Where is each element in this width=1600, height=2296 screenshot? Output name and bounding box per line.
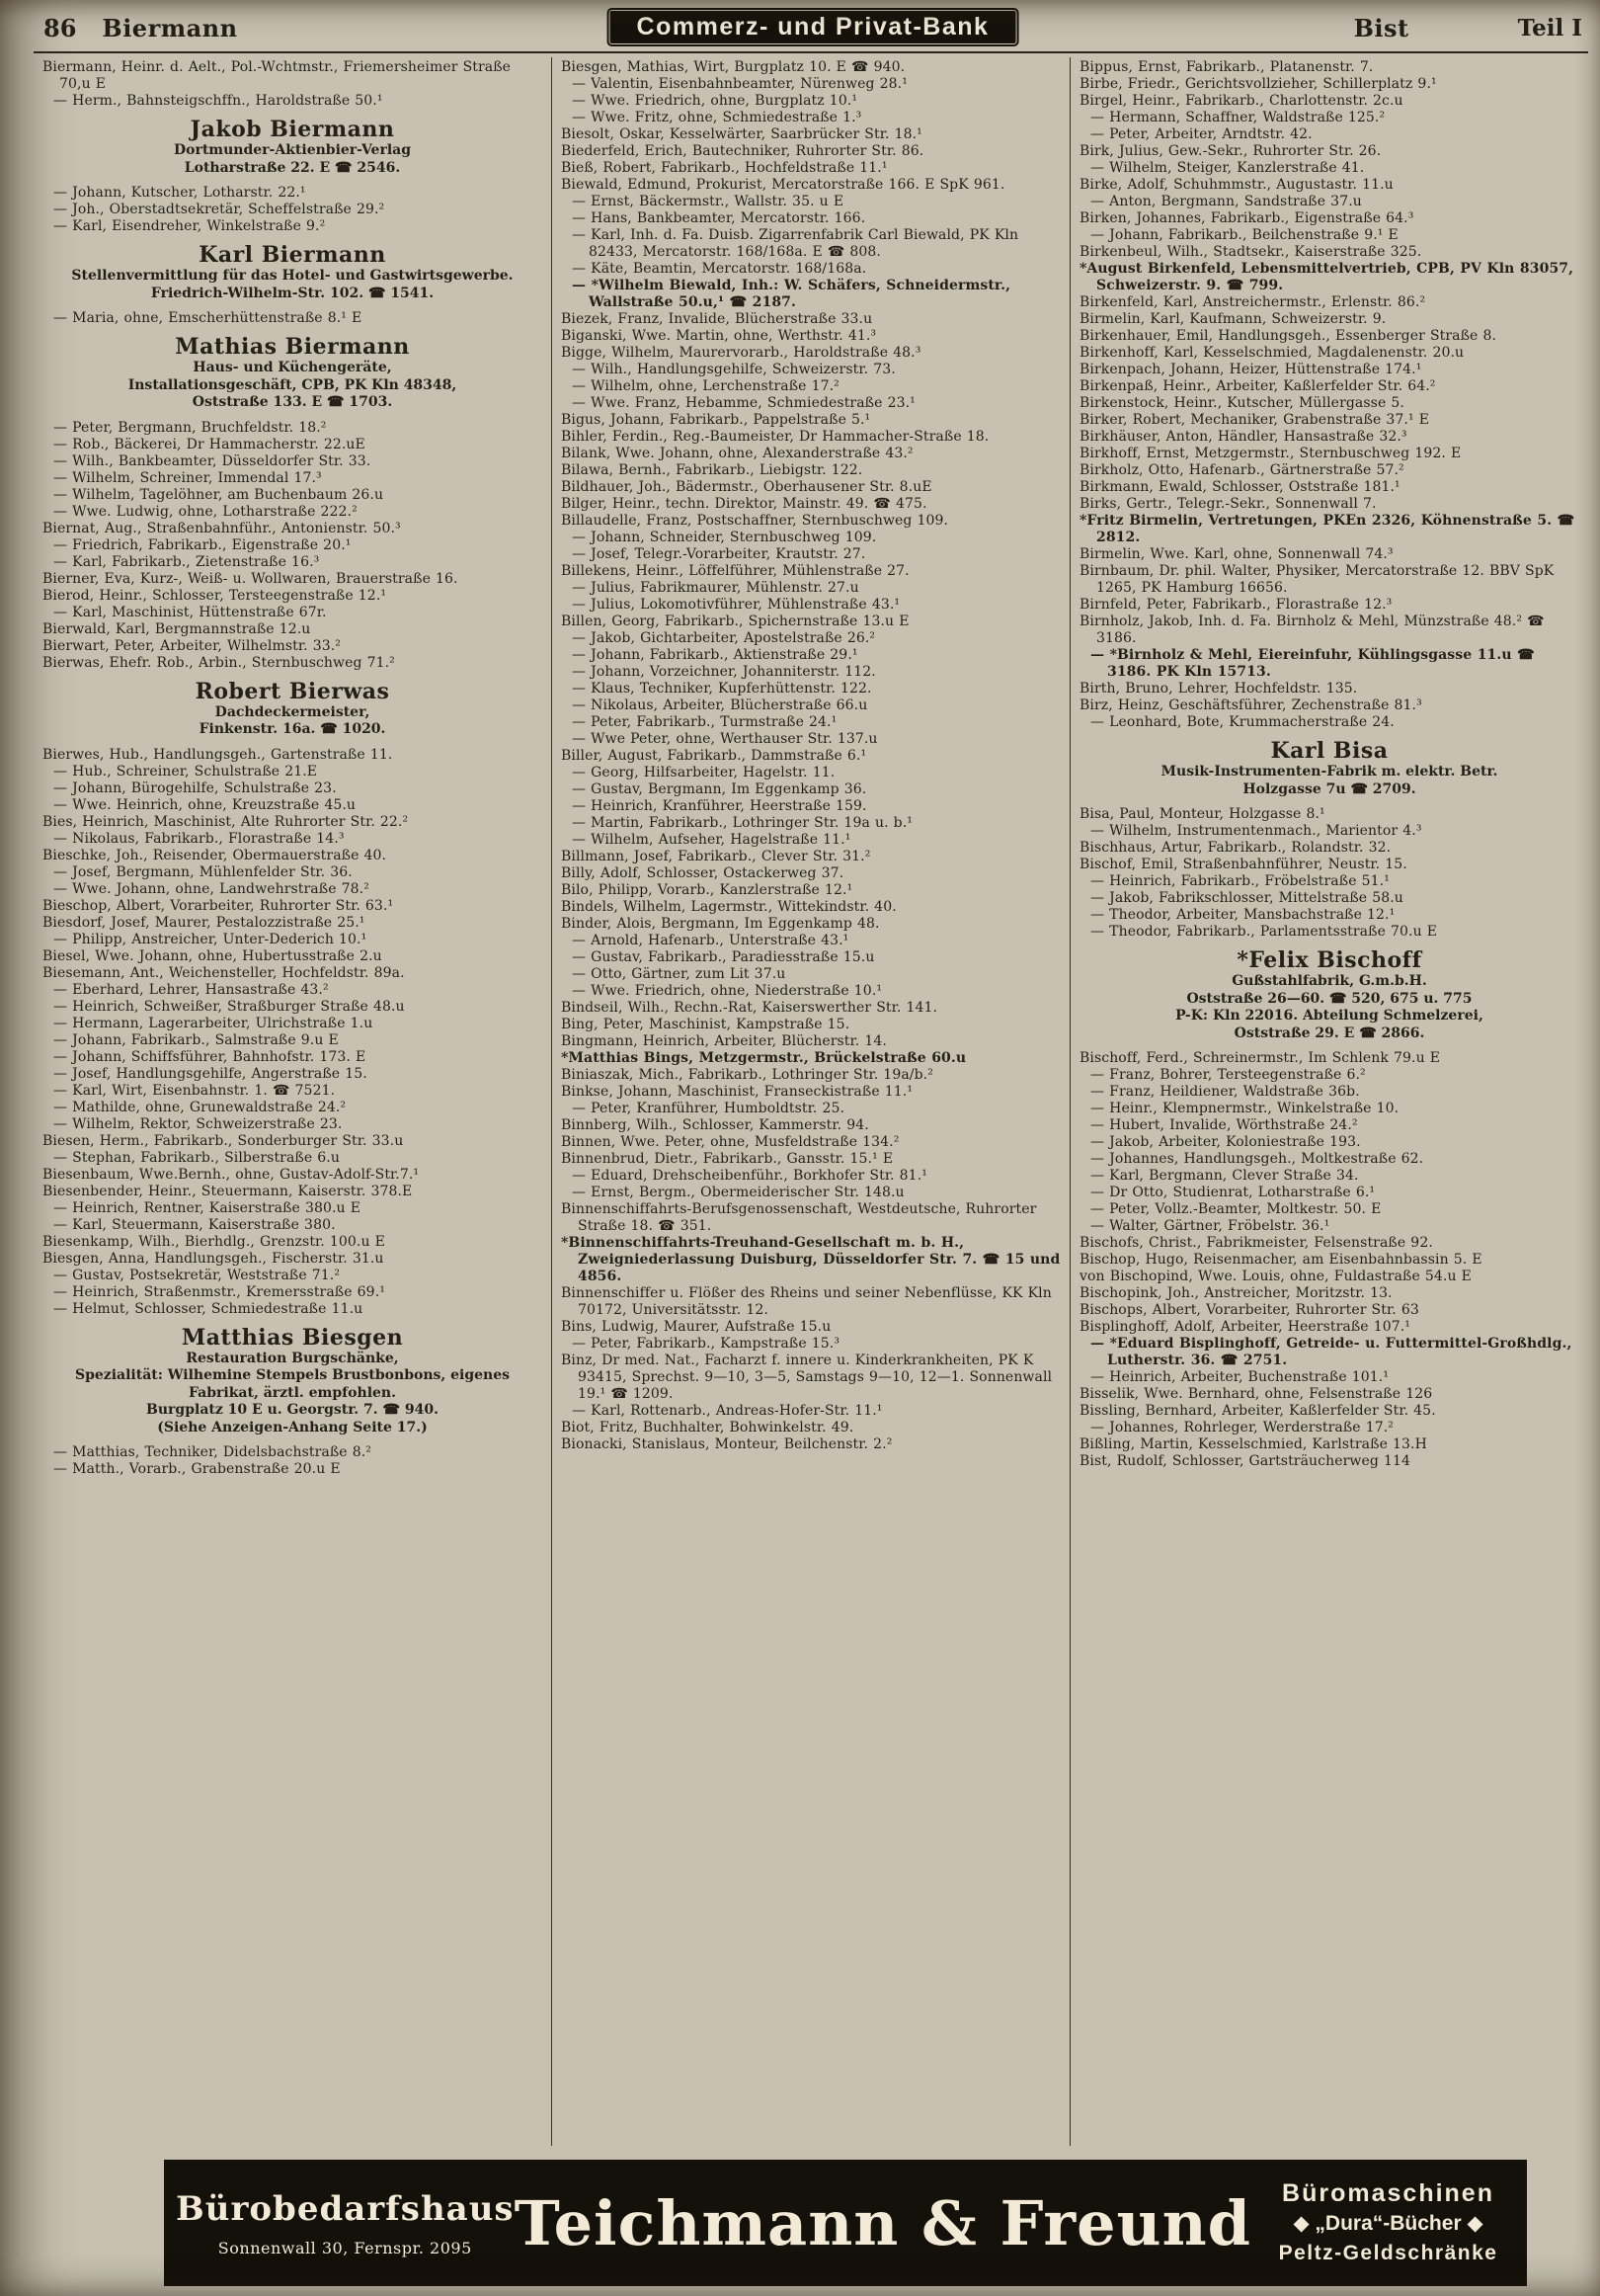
directory-entry: Birk, Julius, Gew.-Sekr., Ruhrorter Str. 26. — [1080, 143, 1382, 159]
directory-entry: Biesgen, Anna, Handlungsgeh., Fischerstr. 31.u — [42, 1250, 384, 1267]
ad-line: Oststraße 26—60. ☎ 520, 675 u. 775 — [1186, 990, 1473, 1007]
directory-entry: — Johannes, Handlungsgeh., Moltkestraße 62. — [1090, 1151, 1424, 1167]
ad-title: Karl Bisa — [1270, 738, 1389, 764]
directory-display-ad — [1081, 738, 1577, 798]
page-number: 86 — [43, 13, 77, 42]
directory-entry: Binz, Dr med. Nat., Facharzt f. innere u. Kinderkrankheiten, PK K 93415, Sprechst. 9—10, 3—5, Samstags 9—10, 12—1. Sonnenwall 19.¹ ☎ 1209. — [561, 1353, 1053, 1402]
directory-entry: Binkse, Johann, Maschinist, Franseckistraße 11.¹ — [561, 1084, 914, 1100]
directory-entry: *Fritz Birmelin, Vertretungen, PKEn 2326, Köhnenstraße 5. ☎ 2812. — [1080, 513, 1575, 545]
directory-entry: Billmann, Josef, Fabrikarb., Clever Str. 31.² — [561, 849, 871, 864]
ad-line: Burgplatz 10 E u. Georgstr. 7. ☎ 940. — [146, 1402, 439, 1418]
directory-entry: — Valentin, Eisenbahnbeamter, Nürenweg 28.¹ — [572, 76, 908, 92]
directory-display-ad — [44, 1325, 540, 1437]
directory-entry: — Eberhard, Lehrer, Hansastraße 43.² — [53, 981, 329, 998]
directory-entry: — Hans, Bankbeamter, Mercatorstr. 166. — [572, 210, 866, 226]
directory-entry: Bing, Peter, Maschinist, Kampstraße 15. — [561, 1017, 850, 1032]
footer-advert-right — [1251, 2177, 1525, 2268]
directory-entry: von Bischopind, Wwe. Louis, ohne, Fuldastraße 54.u E — [1080, 1269, 1472, 1284]
directory-entry: Birbe, Friedr., Gerichtsvollzieher, Schillerplatz 9.¹ — [1080, 76, 1437, 92]
ad-line: Stellenvermittlung für das Hotel- und Gastwirtsgewerbe. — [71, 268, 514, 284]
footer-advert-company-name: Teichmann & Freund — [514, 2186, 1252, 2259]
directory-entry: Bies, Heinrich, Maschinist, Alte Ruhrorter Str. 22.² — [42, 813, 409, 830]
directory-entry: Bischop, Hugo, Reisenmacher, am Eisenbahnbassin 5. E — [1080, 1252, 1482, 1268]
directory-entry: Bierwald, Karl, Bergmannstraße 12.u — [42, 620, 311, 637]
directory-entry: Bisa, Paul, Monteur, Holzgasse 8.¹ — [1080, 806, 1325, 822]
directory-entry: Birkenpaß, Heinr., Arbeiter, Kaßlerfelder Str. 64.² — [1080, 378, 1436, 394]
directory-entry: — Hubert, Invalide, Wörthstraße 24.² — [1090, 1117, 1358, 1133]
ad-line: Dortmunder-Aktienbier-Verlag — [173, 142, 412, 158]
directory-entry: — Johann, Bürogehilfe, Schulstraße 23. — [53, 779, 337, 796]
directory-entry: — Wilhelm, Steiger, Kanzlerstraße 41. — [1090, 160, 1365, 176]
directory-entry: — Stephan, Fabrikarb., Silberstraße 6.u — [53, 1149, 340, 1166]
directory-entry: — Franz, Bohrer, Tersteegenstraße 6.² — [1090, 1067, 1366, 1083]
directory-entry: Bieschke, Joh., Reisender, Obermauerstraße 40. — [42, 847, 387, 863]
ad-line: Lotharstraße 22. E ☎ 2546. — [184, 159, 401, 176]
directory-entry: Bingmann, Heinrich, Arbeiter, Blücherstr. 14. — [561, 1033, 887, 1049]
directory-entry: Birkhäuser, Anton, Händler, Hansastraße 32.³ — [1080, 429, 1407, 445]
directory-entry: — Wwe. Franz, Hebamme, Schmiedestraße 23.¹ — [572, 395, 916, 411]
directory-entry: — Peter, Fabrikarb., Turmstraße 24.¹ — [572, 714, 838, 730]
directory-entry: — Wilhelm, ohne, Lerchenstraße 17.² — [572, 378, 840, 394]
directory-entry: Binnenschiffer u. Flößer des Rheins und seiner Nebenflüsse, KK Kln 70172, Universitätsstr. 12. — [561, 1285, 1052, 1318]
directory-entry: — Käte, Beamtin, Mercatorstr. 168/168a. — [572, 261, 867, 277]
part-label: Teil I — [1517, 14, 1582, 41]
directory-entry: — Hermann, Schaffner, Waldstraße 125.² — [1090, 110, 1386, 125]
directory-display-ad — [44, 242, 540, 302]
directory-entry: — *Wilhelm Biewald, Inh.: W. Schäfers, Schneidermstr., Wallstraße 50.u,¹ ☎ 2187. — [572, 278, 1011, 310]
ad-line: Finkenstr. 16a. ☎ 1020. — [199, 721, 386, 737]
directory-entry: Birkenfeld, Karl, Anstreichermstr., Erlenstr. 86.² — [1080, 294, 1426, 310]
directory-entry: — Ernst, Bäckermstr., Wallstr. 35. u E — [572, 194, 844, 209]
directory-entry: Birmelin, Karl, Kaufmann, Schweizerstr. 9. — [1080, 311, 1387, 327]
ad-line: Gußstahlfabrik, G.m.b.H. — [1232, 973, 1427, 989]
directory-entry: Bippus, Ernst, Fabrikarb., Platanenstr. 7. — [1080, 59, 1374, 75]
ad-line: Restauration Burgschänke, — [186, 1350, 399, 1366]
directory-entry: Bischoff, Ferd., Schreinermstr., Im Schlenk 79.u E — [1080, 1050, 1441, 1066]
ad-line: Haus- und Küchengeräte, — [193, 360, 392, 375]
directory-entry: Biesenkamp, Wilh., Bierhdlg., Grenzstr. 100.u E — [42, 1233, 385, 1250]
directory-entry: Bißling, Martin, Kesselschmied, Karlstraße 13.H — [1080, 1436, 1427, 1452]
directory-entry: — Wilh., Bankbeamter, Düsseldorfer Str. 33. — [53, 452, 371, 469]
directory-entry: — Peter, Fabrikarb., Kampstraße 15.³ — [572, 1336, 840, 1352]
directory-entry: — Wilhelm, Schreiner, Immendal 17.³ — [53, 469, 322, 486]
directory-entry: Biganski, Wwe. Martin, ohne, Werthstr. 41.³ — [561, 328, 877, 344]
page-header — [43, 8, 1582, 47]
directory-entry: Bischopink, Joh., Anstreicher, Moritzstr. 13. — [1080, 1285, 1393, 1301]
directory-entry: Birth, Bruno, Lehrer, Hochfeldstr. 135. — [1080, 681, 1358, 697]
directory-entry: Biezek, Franz, Invalide, Blücherstraße 33.u — [561, 311, 873, 327]
directory-entry: — Peter, Kranführer, Humboldtstr. 25. — [572, 1101, 845, 1116]
directory-entry: — Josef, Bergmann, Mühlenfelder Str. 36. — [53, 863, 353, 880]
bank-banner-ad: Commerz- und Privat-Bank — [607, 8, 1019, 46]
directory-entry: — Gustav, Postsekretär, Weststraße 71.² — [53, 1267, 341, 1283]
directory-entry: Birkenhauer, Emil, Handlungsgeh., Essenberger Straße 8. — [1080, 328, 1497, 344]
directory-entry: Billen, Georg, Fabrikarb., Spichernstraße 13.u E — [561, 614, 910, 629]
directory-entry: — Wwe Peter, ohne, Werthauser Str. 137.u — [572, 731, 878, 747]
directory-entry: Birz, Heinz, Geschäftsführer, Zechenstraße 81.³ — [1080, 697, 1422, 713]
directory-entry: — Heinrich, Kranführer, Heerstraße 159. — [572, 798, 867, 814]
directory-entry: Bieß, Robert, Fabrikarb., Hochfeldstraße 11.¹ — [561, 160, 888, 176]
directory-entry: — Rob., Bäckerei, Dr Hammacherstr. 22.uE — [53, 436, 365, 452]
directory-entry: — Wwe. Friedrich, ohne, Niederstraße 10.¹ — [572, 983, 883, 999]
directory-entry: Birnfeld, Peter, Fabrikarb., Florastraße 12.³ — [1080, 597, 1393, 613]
directory-entry: — Johann, Fabrikarb., Aktienstraße 29.¹ — [572, 647, 858, 663]
ad-line: Oststraße 133. E ☎ 1703. — [192, 394, 393, 410]
footer-advert-left-subtitle: Sonnenwall 30, Fernspr. 2095 — [217, 2238, 472, 2257]
ad-line: Oststraße 29. E ☎ 2866. — [1234, 1025, 1425, 1041]
directory-entry: — Matthias, Techniker, Didelsbachstraße 8.² — [53, 1444, 372, 1460]
ad-line: Holzgasse 7u ☎ 2709. — [1242, 780, 1416, 797]
directory-entry: — Walter, Gärtner, Fröbelstr. 36.¹ — [1090, 1218, 1330, 1234]
ad-title: Robert Bierwas — [195, 678, 390, 704]
directory-entry: Bilger, Heinr., techn. Direktor, Mainstr. 49. ☎ 475. — [561, 496, 927, 512]
ad-title: Matthias Biesgen — [181, 1324, 404, 1351]
directory-entry: — Johann, Kutscher, Lotharstr. 22.¹ — [53, 185, 306, 201]
directory-entry: — Heinrich, Fabrikarb., Fröbelstraße 51.¹ — [1090, 873, 1390, 889]
directory-entry: Biewald, Edmund, Prokurist, Mercatorstraße 166. E SpK 961. — [561, 177, 1005, 193]
directory-entry: Birnholz, Jakob, Inh. d. Fa. Birnholz & Mehl, Münzstraße 48.² ☎ 3186. — [1080, 614, 1545, 646]
directory-entry: Billekens, Heinr., Löffelführer, Mühlenstraße 27. — [561, 563, 910, 579]
directory-entry: Biernat, Aug., Straßenbahnführ., Antonienstr. 50.³ — [42, 520, 401, 536]
directory-display-ad — [44, 679, 540, 739]
directory-entry: Billy, Adolf, Schlosser, Ostackerweg 37. — [561, 865, 844, 881]
directory-entry: — Wilh., Handlungsgehilfe, Schweizerstr. 73. — [572, 362, 896, 377]
directory-entry: — Anton, Bergmann, Sandstraße 37.u — [1090, 194, 1362, 209]
directory-entry: — Hub., Schreiner, Schulstraße 21.E — [53, 763, 318, 779]
directory-entry: — Leonhard, Bote, Krummacherstraße 24. — [1090, 714, 1395, 730]
directory-entry: Birkhoff, Ernst, Metzgermstr., Sternbuschweg 192. E — [1080, 446, 1462, 461]
directory-entry: — Wwe. Johann, ohne, Landwehrstraße 78.² — [53, 880, 369, 897]
directory-entry: Biesel, Wwe. Johann, ohne, Hubertusstraße 2.u — [42, 947, 382, 964]
directory-entry: — Karl, Maschinist, Hüttenstraße 67r. — [53, 604, 327, 620]
directory-entry: Bilawa, Bernh., Fabrikarb., Liebigstr. 122. — [561, 462, 863, 478]
directory-entry: Biller, August, Fabrikarb., Dammstraße 6.¹ — [561, 748, 867, 764]
directory-entry: — Josef, Handlungsgehilfe, Angerstraße 15. — [53, 1065, 367, 1082]
directory-entry: Birke, Adolf, Schuhmmstr., Augustastr. 11.u — [1080, 177, 1394, 193]
directory-entry: — Johann, Fabrikarb., Beilchenstraße 9.¹ E — [1090, 227, 1399, 243]
directory-entry: Bischhaus, Artur, Fabrikarb., Rolandstr. 32. — [1080, 840, 1392, 856]
footer-advert-right-line: ◆ „Dura“-Bücher ◆ — [1293, 2212, 1483, 2235]
directory-entry: — Klaus, Techniker, Kupferhüttenstr. 122. — [572, 681, 872, 697]
directory-entry: — Theodor, Fabrikarb., Parlamentsstraße 70.u E — [1090, 924, 1438, 940]
directory-entry: — Julius, Fabrikmaurer, Mühlenstr. 27.u — [572, 580, 859, 596]
directory-display-ad — [1081, 947, 1577, 1042]
ad-line: Dachdeckermeister, — [214, 703, 370, 720]
directory-entry: — Matth., Vorarb., Grabenstraße 20.u E — [53, 1461, 341, 1477]
directory-entry: — Wwe. Heinrich, ohne, Kreuzstraße 45.u — [53, 796, 357, 813]
directory-entry: Biermann, Heinr. d. Aelt., Pol.-Wchtmstr., Friemersheimer Straße 70,u E — [42, 59, 512, 92]
directory-entry: Birkenstock, Heinr., Kutscher, Müllergasse 5. — [1080, 395, 1404, 411]
directory-entry: Birnbaum, Dr. phil. Walter, Physiker, Mercatorstraße 12. BBV SpK 1265, PK Hamburg 16656. — [1080, 563, 1555, 596]
directory-entry: Bierner, Eva, Kurz-, Weiß- u. Wollwaren, Brauerstraße 16. — [42, 570, 458, 587]
directory-entry: — Karl, Rottenarb., Andreas-Hofer-Str. 11.¹ — [572, 1403, 883, 1419]
directory-entry: — Martin, Fabrikarb., Lothringer Str. 19a u. b.¹ — [572, 815, 913, 831]
header-right — [1354, 14, 1582, 42]
directory-entry: Birkholz, Otto, Hafenarb., Gärtnerstraße 57.² — [1080, 462, 1404, 478]
ad-title: Jakob Biermann — [190, 117, 395, 142]
directory-entry: *Binnenschiffahrts-Treuhand-Gesellschaft m. b. H., Zweigniederlassung Duisburg, Düsseldorfer Str. 7. ☎ 15 und 4856. — [561, 1235, 1061, 1284]
directory-entry: — Karl, Inh. d. Fa. Duisb. Zigarrenfabrik Carl Biewald, PK Kln 82433, Mercatorstr. 168/168a. E ☎ 808. — [572, 227, 1019, 260]
directory-entry: — Ernst, Bergm., Obermeiderischer Str. 148.u — [572, 1185, 905, 1200]
directory-entry: — Jakob, Arbeiter, Koloniestraße 193. — [1090, 1134, 1361, 1150]
directory-entry: — Maria, ohne, Emscherhüttenstraße 8.¹ E — [53, 310, 362, 326]
directory-entry: — Wilhelm, Rektor, Schweizerstraße 23. — [53, 1115, 343, 1132]
directory-entry: — Johann, Fabrikarb., Salmstraße 9.u E — [53, 1031, 339, 1048]
directory-entry: Bist, Rudolf, Schlosser, Gartsträucherweg 114 — [1080, 1453, 1411, 1469]
directory-entry: Binnberg, Wilh., Schlosser, Kammerstr. 94. — [561, 1117, 869, 1133]
ad-title: Karl Biermann — [199, 242, 386, 268]
directory-entry: Biot, Fritz, Buchhalter, Bohwinkelstr. 49. — [561, 1420, 854, 1435]
directory-entry: — Eduard, Drehscheibenführ., Borkhofer Str. 81.¹ — [572, 1168, 927, 1184]
directory-entry: Birkenpach, Johann, Heizer, Hüttenstraße 174.¹ — [1080, 362, 1422, 377]
directory-entry: Bins, Ludwig, Maurer, Aufstraße 15.u — [561, 1319, 832, 1335]
directory-entry: — Johannes, Rohrleger, Werderstraße 17.² — [1090, 1420, 1394, 1435]
directory-entry: Birken, Johannes, Fabrikarb., Eigenstraße 64.³ — [1080, 210, 1414, 226]
directory-entry: — Helmut, Schlosser, Schmiedestraße 11.u — [53, 1300, 363, 1317]
footer-advert-right-line: Peltz-Geldschränke — [1278, 2242, 1498, 2264]
ad-line: Spezialität: Wilhemine Stempels Brustbonbons, eigenes Fabrikat, ärztl. empfohlen. — [74, 1367, 511, 1401]
directory-entry: — Hermann, Lagerarbeiter, Ulrichstraße 1.u — [53, 1015, 373, 1031]
directory-entry: — Johann, Schiffsführer, Bahnhofstr. 173. E — [53, 1048, 366, 1065]
directory-entry: — Johann, Vorzeichner, Johanniterstr. 112. — [572, 664, 876, 680]
directory-columns — [34, 57, 1588, 2146]
directory-entry: — Wilhelm, Instrumentenmach., Marientor 4.³ — [1090, 823, 1422, 839]
directory-entry: Binnen, Wwe. Peter, ohne, Musfeldstraße 134.² — [561, 1134, 900, 1150]
directory-entry: — Dr Otto, Studienrat, Lotharstraße 6.¹ — [1090, 1185, 1376, 1200]
directory-column-2 — [551, 57, 1070, 2146]
directory-entry: — Nikolaus, Fabrikarb., Florastraße 14.³ — [53, 830, 345, 847]
directory-entry: Biesenbender, Heinr., Steuermann, Kaiserstr. 378.E — [42, 1183, 413, 1199]
guide-word-right: Bist — [1353, 13, 1409, 42]
directory-entry: — Wwe. Ludwig, ohne, Lotharstraße 222.² — [53, 503, 358, 520]
directory-entry: Biesgen, Mathias, Wirt, Burgplatz 10. E ☎ 940. — [561, 59, 906, 75]
directory-entry: — Joh., Oberstadtsekretär, Scheffelstraße 29.² — [53, 202, 385, 217]
directory-entry: Bischofs, Christ., Fabrikmeister, Felsenstraße 92. — [1080, 1235, 1433, 1251]
directory-entry: — Karl, Eisendreher, Winkelstraße 9.² — [53, 218, 326, 234]
directory-entry: — Otto, Gärtner, zum Lit 37.u — [572, 966, 786, 982]
directory-entry: Biesdorf, Josef, Maurer, Pestalozzistraße 25.¹ — [42, 914, 365, 931]
directory-entry: Birgel, Heinr., Fabrikarb., Charlottenstr. 2c.u — [1080, 93, 1403, 109]
directory-entry: Biesenbaum, Wwe.Bernh., ohne, Gustav-Adolf-Str.7.¹ — [42, 1166, 420, 1183]
directory-entry: Bindels, Wilhelm, Lagermstr., Wittekindstr. 40. — [561, 899, 897, 915]
directory-entry: Bilo, Philipp, Vorarb., Kanzlerstraße 12.¹ — [561, 882, 853, 898]
directory-entry: — Karl, Steuermann, Kaiserstraße 380. — [53, 1216, 336, 1233]
directory-entry: Binnenschiffahrts-Berufsgenossenschaft, Westdeutsche, Ruhrorter Straße 18. ☎ 351. — [561, 1201, 1037, 1234]
ad-line: Musik-Instrumenten-Fabrik m. elektr. Betr. — [1160, 764, 1498, 779]
directory-entry: — Josef, Telegr.-Vorarbeiter, Krautstr. 27. — [572, 546, 866, 562]
directory-entry: — Wilhelm, Aufseher, Hagelstraße 11.¹ — [572, 832, 851, 848]
directory-entry: — Georg, Hilfsarbeiter, Hagelstr. 11. — [572, 765, 836, 780]
directory-entry: Bisselik, Wwe. Bernhard, ohne, Felsenstraße 126 — [1080, 1386, 1433, 1402]
directory-display-ad — [44, 117, 540, 177]
ad-line: Friedrich-Wilhelm-Str. 102. ☎ 1541. — [150, 285, 435, 301]
directory-entry: Birkenhoff, Karl, Kesselschmied, Magdalenenstr. 20.u — [1080, 345, 1465, 361]
directory-entry: Biesemann, Ant., Weichensteller, Hochfeldstr. 89a. — [42, 964, 405, 981]
directory-entry: — Wilhelm, Tagelöhner, am Buchenbaum 26.u — [53, 486, 384, 503]
directory-entry: — Karl, Bergmann, Clever Straße 34. — [1090, 1168, 1359, 1184]
directory-column-1 — [34, 57, 551, 2146]
directory-entry: Bilank, Wwe. Johann, ohne, Alexanderstraße 43.² — [561, 446, 914, 461]
directory-entry: — Heinrich, Arbeiter, Buchenstraße 101.¹ — [1090, 1369, 1390, 1385]
directory-entry: Bionacki, Stanislaus, Monteur, Beilchenstr. 2.² — [561, 1436, 893, 1452]
directory-entry: — Nikolaus, Arbeiter, Blücherstraße 66.u — [572, 697, 868, 713]
directory-entry: Bieschop, Albert, Vorarbeiter, Ruhrorter Str. 63.¹ — [42, 897, 394, 914]
directory-entry: — Heinrich, Straßenmstr., Kremersstraße 69.¹ — [53, 1283, 385, 1300]
directory-entry: — Mathilde, ohne, Grunewaldstraße 24.² — [53, 1099, 347, 1115]
directory-entry: Biederfeld, Erich, Bautechniker, Ruhrorter Str. 86. — [561, 143, 924, 159]
directory-entry: Bigge, Wilhelm, Maurervorarb., Haroldstraße 48.³ — [561, 345, 921, 361]
directory-entry: — Johann, Schneider, Sternbuschweg 109. — [572, 530, 877, 545]
directory-entry: — Philipp, Anstreicher, Unter-Dederich 10.¹ — [53, 931, 367, 947]
directory-entry: — Julius, Lokomotivführer, Mühlenstraße 43.¹ — [572, 597, 901, 613]
directory-entry: — Karl, Fabrikarb., Zietenstraße 16.³ — [53, 553, 320, 570]
ad-line: (Siehe Anzeigen-Anhang Seite 17.) — [157, 1419, 428, 1435]
directory-entry: Bildhauer, Joh., Bädermstr., Oberhausener Str. 8.uE — [561, 479, 932, 495]
directory-entry: Bihler, Ferdin., Reg.-Baumeister, Dr Hammacher-Straße 18. — [561, 429, 990, 445]
directory-entry: Billaudelle, Franz, Postschaffner, Sternbuschweg 109. — [561, 513, 949, 529]
directory-entry: Binder, Alois, Bergmann, Im Eggenkamp 48. — [561, 916, 880, 932]
directory-display-ad — [44, 334, 540, 412]
directory-entry: Bierwes, Hub., Handlungsgeh., Gartenstraße 11. — [42, 746, 393, 763]
directory-entry: — Jakob, Gichtarbeiter, Apostelstraße 26.² — [572, 630, 876, 646]
directory-entry: — Arnold, Hafenarb., Unterstraße 43.¹ — [572, 933, 849, 948]
directory-entry: *Matthias Bings, Metzgermstr., Brückelstraße 60.u — [561, 1050, 967, 1066]
footer-advert-left-title: Bürobedarfshaus — [176, 2188, 515, 2229]
ad-title: *Felix Bischoff — [1237, 947, 1422, 973]
directory-entry: — *Eduard Bisplinghoff, Getreide- u. Futtermittel-Großhdlg., Lutherstr. 36. ☎ 2751. — [1090, 1336, 1572, 1368]
directory-entry: Biniaszak, Mich., Fabrikarb., Lothringer Str. 19a/b.² — [561, 1067, 933, 1083]
directory-entry: Binnenbrud, Dietr., Fabrikarb., Gansstr. 15.¹ E — [561, 1151, 894, 1167]
directory-entry: — Jakob, Fabrikschlosser, Mittelstraße 58.u — [1090, 890, 1403, 906]
directory-entry: *August Birkenfeld, Lebensmittelvertrieb, CPB, PV Kln 83057, Schweizerstr. 9. ☎ 799. — [1080, 261, 1574, 293]
directory-entry: — Gustav, Bergmann, Im Eggenkamp 36. — [572, 781, 867, 797]
directory-column-3 — [1070, 57, 1588, 2146]
directory-entry: — Herm., Bahnsteigschffn., Haroldstraße 50.¹ — [53, 93, 383, 109]
directory-entry: Birkmann, Ewald, Schlosser, Oststraße 181.¹ — [1080, 479, 1400, 495]
directory-entry: — Heinr., Klempnermstr., Winkelstraße 10. — [1090, 1101, 1400, 1116]
directory-entry: — Friedrich, Fabrikarb., Eigenstraße 20.¹ — [53, 536, 352, 553]
directory-entry: — *Birnholz & Mehl, Eiereinfuhr, Kühlingsgasse 11.u ☎ 3186. PK Kln 15713. — [1090, 647, 1535, 680]
directory-entry: — Franz, Heildiener, Waldstraße 36b. — [1090, 1084, 1360, 1100]
header-rule — [34, 51, 1588, 53]
directory-entry: — Theodor, Arbeiter, Mansbachstraße 12.¹ — [1090, 907, 1396, 923]
directory-entry: — Gustav, Fabrikarb., Paradiesstraße 15.u — [572, 949, 875, 965]
directory-entry: Birker, Robert, Mechaniker, Grabenstraße 37.¹ E — [1080, 412, 1430, 428]
directory-entry: Biesen, Herm., Fabrikarb., Sonderburger Str. 33.u — [42, 1132, 404, 1149]
directory-entry: — Peter, Arbeiter, Arndtstr. 42. — [1090, 126, 1313, 142]
directory-entry: — Heinrich, Schweißer, Straßburger Straße 48.u — [53, 998, 405, 1015]
footer-advert-band — [166, 2162, 1525, 2284]
footer-advert-right-line: Büromaschinen — [1282, 2179, 1494, 2207]
directory-entry: — Heinrich, Rentner, Kaiserstraße 380.u E — [53, 1199, 361, 1216]
directory-entry: Bierod, Heinr., Schlosser, Tersteegenstraße 12.¹ — [42, 587, 387, 604]
directory-entry: — Karl, Wirt, Eisenbahnstr. 1. ☎ 7521. — [53, 1082, 336, 1099]
directory-entry: — Wwe. Fritz, ohne, Schmiedestraße 1.³ — [572, 110, 862, 125]
ad-title: Mathias Biermann — [175, 334, 410, 360]
ad-line: Installationsgeschäft, CPB, PK Kln 48348, — [127, 376, 457, 393]
directory-entry: Bissling, Bernhard, Arbeiter, Kaßlerfelder Str. 45. — [1080, 1403, 1436, 1419]
directory-entry: Bischops, Albert, Vorarbeiter, Ruhrorter Str. 63 — [1080, 1302, 1419, 1318]
footer-advert-left — [166, 2189, 515, 2257]
directory-entry: Bierwas, Ehefr. Rob., Arbin., Sternbuschweg 71.² — [42, 654, 395, 671]
directory-entry: Bischof, Emil, Straßenbahnführer, Neustr. 15. — [1080, 857, 1407, 872]
directory-entry: Bierwart, Peter, Arbeiter, Wilhelmstr. 33.² — [42, 637, 342, 654]
directory-entry: Bindseil, Wilh., Rechn.-Rat, Kaiserswerther Str. 141. — [561, 1000, 938, 1016]
directory-entry: Birks, Gertr., Telegr.-Sekr., Sonnenwall 7. — [1080, 496, 1377, 512]
ad-line: P-K: Kln 22016. Abteilung Schmelzerei, — [1175, 1008, 1483, 1024]
directory-entry: Bigus, Johann, Fabrikarb., Pappelstraße 5.¹ — [561, 412, 871, 428]
directory-entry: Birkenbeul, Wilh., Stadtsekr., Kaiserstraße 325. — [1080, 244, 1422, 260]
directory-entry: Biesolt, Oskar, Kesselwärter, Saarbrücker Str. 18.¹ — [561, 126, 922, 142]
directory-entry: — Peter, Vollz.-Beamter, Moltkestr. 50. E — [1090, 1201, 1382, 1217]
directory-entry: Birmelin, Wwe. Karl, ohne, Sonnenwall 74.³ — [1080, 546, 1394, 562]
guide-word-left: Biermann — [102, 13, 238, 42]
directory-entry: Bisplinghoff, Adolf, Arbeiter, Heerstraße 107.¹ — [1080, 1319, 1411, 1335]
directory-entry: — Wwe. Friedrich, ohne, Burgplatz 10.¹ — [572, 93, 858, 109]
directory-entry: — Peter, Bergmann, Bruchfeldstr. 18.² — [53, 419, 327, 436]
